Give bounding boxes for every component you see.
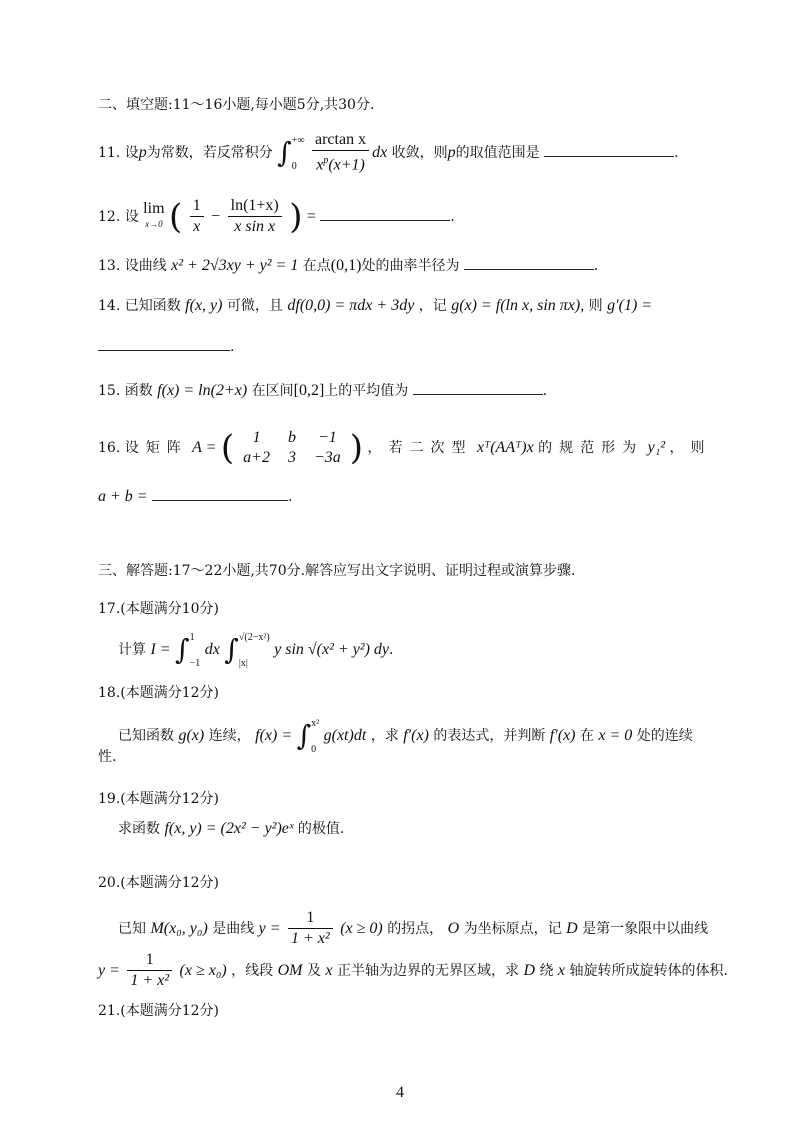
question-17-title: 17.(本题满分10分): [98, 601, 220, 617]
question-21-title: 21.(本题满分12分): [98, 1003, 220, 1019]
q11-answer-blank[interactable]: [544, 142, 674, 157]
question-18-body: 已知函数 g(x) 连续， f(x) = ∫x² 0 g(xt)dt ，求 f′(x) 的表达式，并判断 f′(x) 在 x = 0 处的连续: [118, 718, 693, 755]
question-12: 12. 设 lim x→0 ( $\frac{1}{x}$ − $\frac{\ln(1+x)}{\text{x sin x}}$ ) = .: [98, 196, 455, 237]
question-20-body-line2: y = $\frac{1}{\text{1 + x²}}$ (x ≥ x₀) ，线段 OM 及 x 正半轴为边界的无界区域，求 D 绕 x 轴旋转所成旋转体的体积.: [98, 951, 728, 989]
q13-number: 13.: [98, 258, 121, 274]
q15-number: 15.: [98, 383, 121, 399]
question-20-title: 20.(本题满分12分): [98, 875, 220, 891]
question-16: 16. 设矩阵 A = ( 1 b −1 a+2 3 −3a ) ，若二次型 xᵀ(AAᵀ)x 的规范形为 y₁² ，则: [98, 428, 712, 468]
section-2-heading-text: 二、填空题:11～16小题,每小题5分,共30分.: [98, 97, 375, 113]
q12-fraction-b: $\frac{\ln(1+x)}{\text{x sin x}}$: [228, 196, 282, 237]
section-3-heading-text: 三、解答题:17～22小题,共70分.解答应写出文字说明、证明过程或演算步骤.: [98, 563, 576, 579]
q14-answer-blank[interactable]: [98, 336, 230, 351]
question-14-answer-line: .: [98, 336, 740, 356]
question-19-body: 求函数 f(x, y) = (2x² − y²)eˣ 的极值.: [118, 820, 345, 837]
question-14: 14. 已知函数 f(x, y) 可微，且 df(0,0) = πdx + 3dy ，记 g(x) = f(ln x, sin πx), 则 g′(1) =: [98, 297, 653, 314]
q11-integral: ∫+∞ 0 $\frac{\text{arctan x}}{x^p(x+1)}$ dx: [277, 131, 388, 174]
question-15: 15. 函数 f(x) = ln(2+x) 在区间[0,2]上的平均值为 .: [98, 382, 548, 399]
q12-fraction-a: $\frac{1}{x}$: [190, 196, 204, 237]
question-18-title: 18.(本题满分12分): [98, 685, 220, 701]
q12-answer-blank[interactable]: [320, 206, 450, 221]
q12-limit: lim x→0: [143, 200, 165, 229]
q11-fraction: $\frac{\text{arctan x}}{x^p(x+1)}$: [312, 130, 369, 175]
question-20-body-line1: 已知 M(x₀, y₀) 是曲线 y = $\frac{1}{\text{1 + x²}}$ (x ≥ 0) 的拐点， O 为坐标原点，记 D 是第一象限中以曲线: [118, 909, 709, 947]
q13-answer-blank[interactable]: [464, 255, 594, 270]
question-18-continuation: 性.: [98, 749, 117, 765]
question-13: 13. 设曲线 x² + 2√3xy + y² = 1 在点(0,1)处的曲率半径为 .: [98, 257, 599, 274]
q11-number: 11.: [98, 144, 121, 161]
q14-number: 14.: [98, 298, 121, 314]
q16-matrix: 1 b −1 a+2 3 −3a: [243, 429, 341, 466]
q20-fraction-1: $\frac{1}{\text{1 + x²}}$: [288, 908, 333, 949]
q20-fraction-2: $\frac{1}{\text{1 + x²}}$: [127, 950, 172, 991]
q16-number: 16.: [98, 440, 121, 456]
question-17-body: 计算 I = ∫1 −1 dx ∫√(2−x²) |x| y sin √(x² + y²) dy.: [118, 632, 394, 669]
question-19-title: 19.(本题满分12分): [98, 791, 220, 807]
section-3-heading: [98, 562, 740, 580]
q12-number: 12.: [98, 208, 121, 225]
q13-curve: x² + 2√3xy + y² = 1: [171, 257, 299, 274]
q16-answer-blank[interactable]: [152, 486, 288, 501]
question-11: 11. 设p为常数，若反常积分 ∫+∞ 0 $\frac{\text{arctan x}}{x^p(x+1)}$ dx 收敛，则p的取值范围是 .: [98, 131, 679, 174]
question-16-answer-line: a + b = .: [98, 488, 293, 505]
page-number: 4: [396, 1084, 404, 1101]
q15-answer-blank[interactable]: [413, 380, 543, 395]
section-2-heading: [98, 96, 740, 114]
